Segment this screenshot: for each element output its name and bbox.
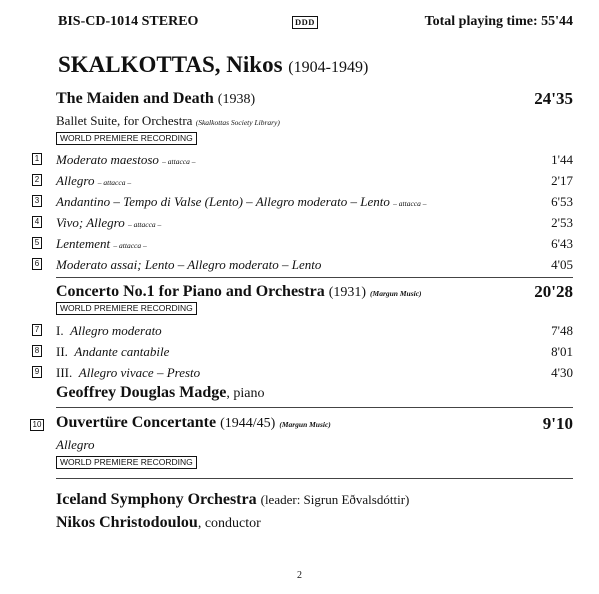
work1-duration: 24'35 bbox=[534, 89, 573, 108]
track-duration: 6'53 bbox=[551, 194, 573, 209]
track-title: Allegro – attacca – bbox=[56, 173, 132, 188]
track-duration: 6'43 bbox=[551, 236, 573, 251]
section-divider bbox=[56, 478, 573, 479]
work3-tempo: Allegro bbox=[56, 437, 95, 452]
track-row bbox=[0, 173, 599, 191]
soloist-name: Geoffrey Douglas Madge bbox=[56, 384, 227, 401]
conductor-line bbox=[56, 514, 261, 532]
work1-title: The Maiden and Death bbox=[56, 90, 214, 107]
conductor-name: Nikos Christodoulou bbox=[56, 514, 198, 531]
track-number-box: 10 bbox=[30, 419, 44, 431]
work3-duration: 9'10 bbox=[542, 414, 573, 433]
composer-name: SKALKOTTAS, Nikos bbox=[58, 52, 283, 77]
orchestra-line bbox=[56, 491, 409, 509]
work2-title-line bbox=[56, 283, 422, 301]
track-duration: 1'44 bbox=[551, 152, 573, 167]
track-row bbox=[0, 215, 599, 233]
track-row bbox=[0, 323, 599, 341]
work2-premiere-badge: WORLD PREMIERE RECORDING bbox=[56, 302, 197, 315]
work1-subtitle: Ballet Suite, for Orchestra bbox=[56, 113, 193, 128]
orchestra-leader: (leader: Sigrun Eðvalsdóttir) bbox=[260, 492, 410, 507]
track-title: II. Andante cantabile bbox=[56, 344, 170, 359]
track-title: Moderato assai; Lento – Allegro moderato – Lento bbox=[56, 257, 322, 272]
work3-title: Ouvertüre Concertante bbox=[56, 414, 217, 431]
track-title: Andantino – Tempo di Valse (Lento) – Allegro moderato – Lento – attacca – bbox=[56, 194, 427, 209]
track-title: I. Allegro moderato bbox=[56, 323, 162, 338]
work1-publisher: (Skalkottas Society Library) bbox=[195, 118, 280, 127]
track-number-box: 5 bbox=[32, 237, 42, 249]
work3-publisher: (Margun Music) bbox=[279, 420, 331, 429]
track-title: III. Allegro vivace – Presto bbox=[56, 365, 201, 380]
track-number-box: 7 bbox=[32, 324, 42, 336]
track-number-box: 8 bbox=[32, 345, 42, 357]
catalog-number: BIS-CD-1014 STEREO bbox=[58, 14, 199, 29]
work1-title-line bbox=[56, 90, 255, 108]
section-divider bbox=[56, 277, 573, 278]
work3-year: (1944/45) bbox=[220, 416, 276, 431]
work2-title: Concerto No.1 for Piano and Orchestra bbox=[56, 283, 325, 300]
track-duration: 7'48 bbox=[551, 323, 573, 338]
work3-title-line bbox=[56, 414, 331, 432]
track-title: Lentement – attacca – bbox=[56, 236, 147, 251]
work2-year: (1931) bbox=[328, 285, 367, 300]
track-duration: 8'01 bbox=[551, 344, 573, 359]
work1-year: (1938) bbox=[217, 92, 256, 107]
total-playing-time: Total playing time: 55'44 bbox=[424, 14, 573, 29]
track-row bbox=[0, 365, 599, 383]
track-row bbox=[0, 194, 599, 212]
work1-subtitle-line bbox=[56, 113, 280, 129]
page-number: 2 bbox=[297, 570, 302, 581]
track-row bbox=[0, 344, 599, 362]
orchestra-name: Iceland Symphony Orchestra bbox=[56, 491, 257, 508]
track-duration: 2'17 bbox=[551, 173, 573, 188]
track-row bbox=[0, 236, 599, 254]
track-title: Vivo; Allegro – attacca – bbox=[56, 215, 162, 230]
track-row bbox=[0, 152, 599, 170]
soloist-role: , piano bbox=[226, 386, 265, 401]
conductor-role: , conductor bbox=[197, 516, 261, 531]
work1-premiere-badge: WORLD PREMIERE RECORDING bbox=[56, 132, 197, 145]
ddd-badge: DDD bbox=[292, 16, 318, 29]
track-number-box: 3 bbox=[32, 195, 42, 207]
composer-dates: (1904-1949) bbox=[288, 59, 369, 76]
work2-duration: 20'28 bbox=[534, 282, 573, 301]
track-number-box: 1 bbox=[32, 153, 42, 165]
composer-heading bbox=[58, 52, 368, 78]
track-number-box: 6 bbox=[32, 258, 42, 270]
track-duration: 2'53 bbox=[551, 215, 573, 230]
soloist-line bbox=[56, 384, 264, 402]
track-number-box: 4 bbox=[32, 216, 42, 228]
section-divider bbox=[56, 407, 573, 408]
track-number-box: 2 bbox=[32, 174, 42, 186]
work2-publisher: (Margun Music) bbox=[370, 289, 422, 298]
track-title: Moderato maestoso – attacca – bbox=[56, 152, 196, 167]
track-duration: 4'30 bbox=[551, 365, 573, 380]
work3-premiere-badge: WORLD PREMIERE RECORDING bbox=[56, 456, 197, 469]
track-duration: 4'05 bbox=[551, 257, 573, 272]
track-row bbox=[0, 257, 599, 275]
track-number-box: 9 bbox=[32, 366, 42, 378]
